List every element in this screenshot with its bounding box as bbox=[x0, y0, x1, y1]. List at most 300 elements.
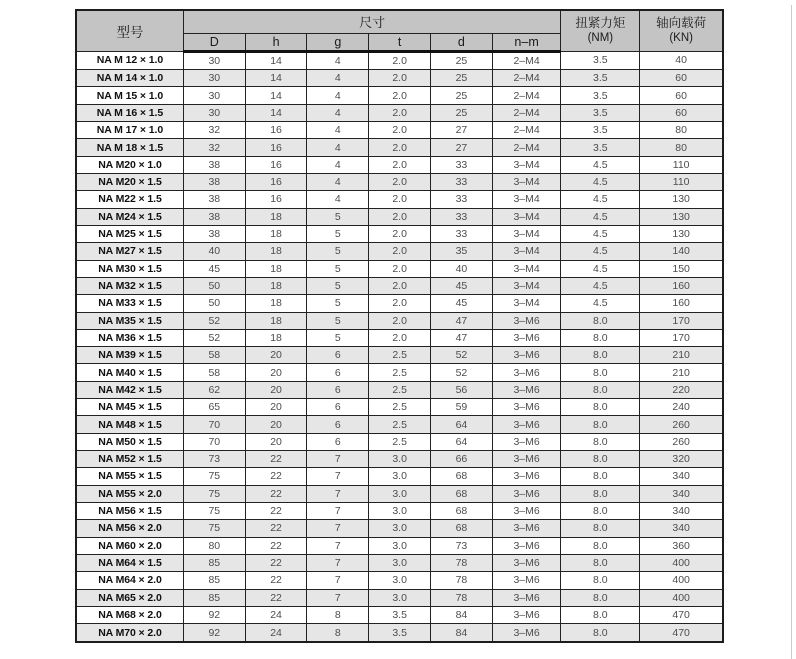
cell-D: 45 bbox=[183, 260, 245, 277]
cell-D: 52 bbox=[183, 329, 245, 346]
cell-h: 20 bbox=[245, 433, 307, 450]
cell-h: 14 bbox=[245, 70, 307, 87]
table-row bbox=[76, 277, 723, 294]
header-col-D: D bbox=[183, 33, 245, 51]
cell-load-kn: 210 bbox=[640, 347, 723, 364]
cell-load-kn: 140 bbox=[640, 243, 723, 260]
cell-g: 7 bbox=[307, 589, 369, 606]
cell-t: 2.0 bbox=[369, 295, 431, 312]
cell-torque-nm: 8.0 bbox=[561, 502, 640, 519]
cell-torque-nm: 3.5 bbox=[561, 139, 640, 156]
cell-load-kn: 40 bbox=[640, 51, 723, 70]
cell-model: NA M55 × 1.5 bbox=[76, 468, 183, 485]
cell-D: 30 bbox=[183, 70, 245, 87]
cell-model: NA M50 × 1.5 bbox=[76, 433, 183, 450]
cell-g: 4 bbox=[307, 122, 369, 139]
cell-n-m: 3–M6 bbox=[492, 381, 561, 398]
cell-h: 22 bbox=[245, 468, 307, 485]
cell-t: 2.0 bbox=[369, 208, 431, 225]
cell-t: 2.0 bbox=[369, 51, 431, 70]
cell-torque-nm: 8.0 bbox=[561, 312, 640, 329]
cell-t: 2.5 bbox=[369, 364, 431, 381]
cell-n-m: 2–M4 bbox=[492, 87, 561, 104]
table-row bbox=[76, 295, 723, 312]
cell-g: 6 bbox=[307, 347, 369, 364]
cell-d: 33 bbox=[431, 225, 493, 242]
cell-model: NA M56 × 1.5 bbox=[76, 502, 183, 519]
cell-model: NA M65 × 2.0 bbox=[76, 589, 183, 606]
cell-D: 65 bbox=[183, 399, 245, 416]
cell-n-m: 3–M4 bbox=[492, 277, 561, 294]
cell-torque-nm: 8.0 bbox=[561, 433, 640, 450]
cell-g: 5 bbox=[307, 277, 369, 294]
cell-h: 20 bbox=[245, 399, 307, 416]
cell-torque-nm: 3.5 bbox=[561, 122, 640, 139]
cell-model: NA M 17 × 1.0 bbox=[76, 122, 183, 139]
cell-load-kn: 340 bbox=[640, 468, 723, 485]
cell-d: 59 bbox=[431, 399, 493, 416]
table-row bbox=[76, 485, 723, 502]
cell-n-m: 3–M6 bbox=[492, 589, 561, 606]
cell-d: 40 bbox=[431, 260, 493, 277]
cell-model: NA M27 × 1.5 bbox=[76, 243, 183, 260]
cell-d: 27 bbox=[431, 122, 493, 139]
table-header bbox=[76, 10, 723, 51]
cell-t: 2.5 bbox=[369, 416, 431, 433]
table-row bbox=[76, 451, 723, 468]
cell-D: 62 bbox=[183, 381, 245, 398]
cell-h: 16 bbox=[245, 191, 307, 208]
cell-t: 3.0 bbox=[369, 468, 431, 485]
cell-h: 24 bbox=[245, 624, 307, 642]
cell-t: 3.0 bbox=[369, 502, 431, 519]
cell-load-kn: 400 bbox=[640, 589, 723, 606]
cell-torque-nm: 8.0 bbox=[561, 520, 640, 537]
cell-d: 45 bbox=[431, 295, 493, 312]
cell-D: 38 bbox=[183, 174, 245, 191]
cell-D: 75 bbox=[183, 502, 245, 519]
cell-t: 2.5 bbox=[369, 347, 431, 364]
cell-torque-nm: 4.5 bbox=[561, 225, 640, 242]
table-row bbox=[76, 70, 723, 87]
cell-h: 22 bbox=[245, 589, 307, 606]
cell-h: 22 bbox=[245, 451, 307, 468]
cell-d: 33 bbox=[431, 156, 493, 173]
cell-model: NA M 18 × 1.5 bbox=[76, 139, 183, 156]
cell-model: NA M48 × 1.5 bbox=[76, 416, 183, 433]
cell-g: 5 bbox=[307, 312, 369, 329]
cell-model: NA M70 × 2.0 bbox=[76, 624, 183, 642]
cell-t: 2.0 bbox=[369, 312, 431, 329]
cell-t: 3.5 bbox=[369, 606, 431, 623]
cell-t: 2.0 bbox=[369, 87, 431, 104]
table-row bbox=[76, 433, 723, 450]
cell-torque-nm: 8.0 bbox=[561, 468, 640, 485]
cell-model: NA M22 × 1.5 bbox=[76, 191, 183, 208]
cell-h: 22 bbox=[245, 572, 307, 589]
cell-torque-nm: 4.5 bbox=[561, 191, 640, 208]
cell-d: 52 bbox=[431, 364, 493, 381]
cell-h: 18 bbox=[245, 329, 307, 346]
cell-g: 4 bbox=[307, 191, 369, 208]
cell-D: 80 bbox=[183, 537, 245, 554]
cell-torque-nm: 4.5 bbox=[561, 260, 640, 277]
table-row bbox=[76, 51, 723, 70]
cell-D: 75 bbox=[183, 485, 245, 502]
cell-torque-nm: 8.0 bbox=[561, 572, 640, 589]
cell-torque-nm: 3.5 bbox=[561, 70, 640, 87]
cell-D: 40 bbox=[183, 243, 245, 260]
cell-model: NA M64 × 2.0 bbox=[76, 572, 183, 589]
cell-h: 18 bbox=[245, 208, 307, 225]
cell-h: 20 bbox=[245, 364, 307, 381]
cell-torque-nm: 8.0 bbox=[561, 537, 640, 554]
cell-load-kn: 220 bbox=[640, 381, 723, 398]
cell-t: 2.0 bbox=[369, 225, 431, 242]
cell-load-kn: 60 bbox=[640, 104, 723, 121]
cell-t: 2.5 bbox=[369, 399, 431, 416]
cell-load-kn: 130 bbox=[640, 225, 723, 242]
cell-h: 14 bbox=[245, 51, 307, 70]
header-col-d: d bbox=[431, 33, 493, 51]
cell-D: 38 bbox=[183, 156, 245, 173]
table-row bbox=[76, 589, 723, 606]
cell-d: 78 bbox=[431, 554, 493, 571]
cell-h: 14 bbox=[245, 104, 307, 121]
cell-model: NA M55 × 2.0 bbox=[76, 485, 183, 502]
table-row bbox=[76, 87, 723, 104]
cell-torque-nm: 4.5 bbox=[561, 295, 640, 312]
cell-g: 7 bbox=[307, 554, 369, 571]
header-col-t: t bbox=[369, 33, 431, 51]
table-row bbox=[76, 104, 723, 121]
cell-h: 16 bbox=[245, 122, 307, 139]
cell-D: 85 bbox=[183, 572, 245, 589]
table-row bbox=[76, 554, 723, 571]
table-row bbox=[76, 520, 723, 537]
cell-load-kn: 340 bbox=[640, 502, 723, 519]
cell-n-m: 3–M4 bbox=[492, 156, 561, 173]
cell-t: 2.0 bbox=[369, 156, 431, 173]
cell-g: 6 bbox=[307, 416, 369, 433]
cell-torque-nm: 8.0 bbox=[561, 416, 640, 433]
cell-D: 50 bbox=[183, 295, 245, 312]
table-row bbox=[76, 191, 723, 208]
cell-D: 70 bbox=[183, 433, 245, 450]
header-col-h: h bbox=[245, 33, 307, 51]
cell-D: 70 bbox=[183, 416, 245, 433]
cell-d: 78 bbox=[431, 589, 493, 606]
cell-D: 32 bbox=[183, 122, 245, 139]
cell-load-kn: 260 bbox=[640, 416, 723, 433]
cell-torque-nm: 8.0 bbox=[561, 624, 640, 642]
cell-model: NA M52 × 1.5 bbox=[76, 451, 183, 468]
cell-d: 25 bbox=[431, 51, 493, 70]
cell-d: 47 bbox=[431, 312, 493, 329]
table-row bbox=[76, 364, 723, 381]
cell-load-kn: 210 bbox=[640, 364, 723, 381]
cell-model: NA M33 × 1.5 bbox=[76, 295, 183, 312]
cell-h: 22 bbox=[245, 520, 307, 537]
cell-torque-nm: 8.0 bbox=[561, 329, 640, 346]
cell-h: 24 bbox=[245, 606, 307, 623]
cell-t: 3.0 bbox=[369, 520, 431, 537]
cell-n-m: 3–M6 bbox=[492, 329, 561, 346]
cell-d: 25 bbox=[431, 87, 493, 104]
cell-h: 18 bbox=[245, 277, 307, 294]
cell-n-m: 3–M6 bbox=[492, 624, 561, 642]
cell-h: 18 bbox=[245, 260, 307, 277]
cell-load-kn: 110 bbox=[640, 174, 723, 191]
table-row bbox=[76, 225, 723, 242]
cell-torque-nm: 4.5 bbox=[561, 243, 640, 260]
table-row bbox=[76, 399, 723, 416]
cell-model: NA M25 × 1.5 bbox=[76, 225, 183, 242]
cell-n-m: 3–M6 bbox=[492, 520, 561, 537]
cell-g: 7 bbox=[307, 572, 369, 589]
cell-d: 33 bbox=[431, 174, 493, 191]
table-row bbox=[76, 243, 723, 260]
cell-model: NA M24 × 1.5 bbox=[76, 208, 183, 225]
cell-model: NA M20 × 1.5 bbox=[76, 174, 183, 191]
cell-t: 2.0 bbox=[369, 191, 431, 208]
cell-n-m: 3–M6 bbox=[492, 554, 561, 571]
table-row bbox=[76, 174, 723, 191]
cell-d: 27 bbox=[431, 139, 493, 156]
cell-d: 64 bbox=[431, 416, 493, 433]
cell-model: NA M 16 × 1.5 bbox=[76, 104, 183, 121]
cell-torque-nm: 8.0 bbox=[561, 589, 640, 606]
cell-d: 68 bbox=[431, 520, 493, 537]
cell-model: NA M36 × 1.5 bbox=[76, 329, 183, 346]
cell-h: 22 bbox=[245, 502, 307, 519]
cell-d: 47 bbox=[431, 329, 493, 346]
cell-load-kn: 170 bbox=[640, 312, 723, 329]
cell-g: 7 bbox=[307, 468, 369, 485]
cell-h: 18 bbox=[245, 243, 307, 260]
cell-n-m: 3–M6 bbox=[492, 451, 561, 468]
cell-d: 68 bbox=[431, 485, 493, 502]
cell-D: 38 bbox=[183, 191, 245, 208]
cell-n-m: 2–M4 bbox=[492, 51, 561, 70]
cell-load-kn: 470 bbox=[640, 606, 723, 623]
cell-d: 73 bbox=[431, 537, 493, 554]
cell-model: NA M56 × 2.0 bbox=[76, 520, 183, 537]
cell-t: 3.0 bbox=[369, 589, 431, 606]
cell-d: 33 bbox=[431, 208, 493, 225]
cell-D: 50 bbox=[183, 277, 245, 294]
cell-load-kn: 340 bbox=[640, 520, 723, 537]
cell-d: 64 bbox=[431, 433, 493, 450]
table-row bbox=[76, 156, 723, 173]
cell-model: NA M32 × 1.5 bbox=[76, 277, 183, 294]
cell-load-kn: 240 bbox=[640, 399, 723, 416]
cell-n-m: 2–M4 bbox=[492, 139, 561, 156]
cell-n-m: 3–M6 bbox=[492, 347, 561, 364]
cell-n-m: 2–M4 bbox=[492, 122, 561, 139]
cell-torque-nm: 4.5 bbox=[561, 156, 640, 173]
cell-load-kn: 400 bbox=[640, 554, 723, 571]
cell-d: 52 bbox=[431, 347, 493, 364]
cell-t: 3.0 bbox=[369, 572, 431, 589]
cell-d: 66 bbox=[431, 451, 493, 468]
cell-model: NA M60 × 2.0 bbox=[76, 537, 183, 554]
cell-D: 32 bbox=[183, 139, 245, 156]
table-row bbox=[76, 624, 723, 642]
table-row bbox=[76, 208, 723, 225]
cell-t: 2.0 bbox=[369, 260, 431, 277]
cell-torque-nm: 8.0 bbox=[561, 451, 640, 468]
cell-load-kn: 110 bbox=[640, 156, 723, 173]
cell-g: 6 bbox=[307, 364, 369, 381]
spec-table bbox=[75, 9, 724, 643]
cell-n-m: 3–M4 bbox=[492, 295, 561, 312]
cell-torque-nm: 8.0 bbox=[561, 485, 640, 502]
cell-g: 7 bbox=[307, 485, 369, 502]
cell-load-kn: 60 bbox=[640, 70, 723, 87]
cell-d: 33 bbox=[431, 191, 493, 208]
cell-torque-nm: 3.5 bbox=[561, 87, 640, 104]
table-row bbox=[76, 606, 723, 623]
header-axial-load bbox=[640, 10, 723, 51]
cell-t: 3.5 bbox=[369, 624, 431, 642]
cell-g: 5 bbox=[307, 225, 369, 242]
cell-n-m: 3–M4 bbox=[492, 225, 561, 242]
cell-d: 35 bbox=[431, 243, 493, 260]
cell-g: 7 bbox=[307, 520, 369, 537]
cell-h: 16 bbox=[245, 156, 307, 173]
table-body bbox=[76, 51, 723, 642]
cell-load-kn: 340 bbox=[640, 485, 723, 502]
cell-n-m: 3–M6 bbox=[492, 399, 561, 416]
cell-h: 18 bbox=[245, 312, 307, 329]
cell-t: 2.0 bbox=[369, 277, 431, 294]
cell-model: NA M 15 × 1.0 bbox=[76, 87, 183, 104]
cell-torque-nm: 8.0 bbox=[561, 364, 640, 381]
cell-load-kn: 260 bbox=[640, 433, 723, 450]
header-col-n-m: n–m bbox=[492, 33, 561, 51]
cell-D: 30 bbox=[183, 87, 245, 104]
cell-n-m: 3–M6 bbox=[492, 468, 561, 485]
cell-d: 68 bbox=[431, 502, 493, 519]
cell-model: NA M68 × 2.0 bbox=[76, 606, 183, 623]
cell-model: NA M20 × 1.0 bbox=[76, 156, 183, 173]
cell-d: 68 bbox=[431, 468, 493, 485]
cell-g: 4 bbox=[307, 104, 369, 121]
cell-torque-nm: 8.0 bbox=[561, 606, 640, 623]
cell-g: 5 bbox=[307, 329, 369, 346]
cell-h: 16 bbox=[245, 139, 307, 156]
cell-load-kn: 470 bbox=[640, 624, 723, 642]
cell-g: 5 bbox=[307, 260, 369, 277]
header-torque-label: 扭紧力矩 bbox=[575, 16, 626, 31]
cell-D: 38 bbox=[183, 208, 245, 225]
cell-g: 7 bbox=[307, 537, 369, 554]
cell-torque-nm: 3.5 bbox=[561, 51, 640, 70]
cell-d: 45 bbox=[431, 277, 493, 294]
cell-model: NA M39 × 1.5 bbox=[76, 347, 183, 364]
cell-model: NA M 14 × 1.0 bbox=[76, 70, 183, 87]
table-row bbox=[76, 329, 723, 346]
cell-h: 22 bbox=[245, 554, 307, 571]
cell-load-kn: 80 bbox=[640, 122, 723, 139]
table-row bbox=[76, 502, 723, 519]
cell-t: 2.5 bbox=[369, 381, 431, 398]
cell-n-m: 3–M6 bbox=[492, 416, 561, 433]
cell-h: 14 bbox=[245, 87, 307, 104]
cell-g: 4 bbox=[307, 51, 369, 70]
cell-model: NA M35 × 1.5 bbox=[76, 312, 183, 329]
cell-load-kn: 80 bbox=[640, 139, 723, 156]
cell-n-m: 3–M6 bbox=[492, 433, 561, 450]
cell-g: 4 bbox=[307, 139, 369, 156]
cell-t: 3.0 bbox=[369, 451, 431, 468]
header-torque bbox=[561, 10, 640, 51]
cell-torque-nm: 8.0 bbox=[561, 347, 640, 364]
spec-table-container bbox=[75, 9, 724, 643]
cell-load-kn: 130 bbox=[640, 208, 723, 225]
cell-model: NA M 12 × 1.0 bbox=[76, 51, 183, 70]
table-row bbox=[76, 416, 723, 433]
header-axial-load-unit: (KN) bbox=[669, 32, 693, 45]
cell-d: 25 bbox=[431, 104, 493, 121]
cell-t: 2.0 bbox=[369, 329, 431, 346]
cell-D: 52 bbox=[183, 312, 245, 329]
cell-torque-nm: 3.5 bbox=[561, 104, 640, 121]
cell-load-kn: 360 bbox=[640, 537, 723, 554]
cell-g: 6 bbox=[307, 433, 369, 450]
cell-t: 3.0 bbox=[369, 537, 431, 554]
cell-d: 84 bbox=[431, 606, 493, 623]
cell-g: 6 bbox=[307, 399, 369, 416]
header-col-g: g bbox=[307, 33, 369, 51]
cell-g: 4 bbox=[307, 70, 369, 87]
cell-t: 2.0 bbox=[369, 122, 431, 139]
cell-n-m: 3–M6 bbox=[492, 537, 561, 554]
cell-n-m: 3–M6 bbox=[492, 312, 561, 329]
table-row bbox=[76, 537, 723, 554]
cell-D: 73 bbox=[183, 451, 245, 468]
cell-h: 22 bbox=[245, 485, 307, 502]
cell-n-m: 3–M6 bbox=[492, 364, 561, 381]
header-model: 型号 bbox=[76, 10, 183, 51]
cell-n-m: 2–M4 bbox=[492, 70, 561, 87]
cell-model: NA M45 × 1.5 bbox=[76, 399, 183, 416]
header-dimensions: 尺寸 bbox=[183, 10, 560, 33]
cell-h: 20 bbox=[245, 416, 307, 433]
cell-n-m: 3–M4 bbox=[492, 208, 561, 225]
header-axial-load-label: 轴向载荷 bbox=[656, 16, 707, 31]
cell-torque-nm: 4.5 bbox=[561, 208, 640, 225]
cell-n-m: 2–M4 bbox=[492, 104, 561, 121]
cell-g: 5 bbox=[307, 243, 369, 260]
cell-h: 22 bbox=[245, 537, 307, 554]
cell-load-kn: 160 bbox=[640, 277, 723, 294]
cell-d: 56 bbox=[431, 381, 493, 398]
cell-load-kn: 60 bbox=[640, 87, 723, 104]
cell-D: 85 bbox=[183, 589, 245, 606]
cell-n-m: 3–M6 bbox=[492, 572, 561, 589]
cell-g: 5 bbox=[307, 295, 369, 312]
cell-D: 30 bbox=[183, 104, 245, 121]
header-torque-unit: (NM) bbox=[587, 32, 614, 45]
cell-g: 7 bbox=[307, 451, 369, 468]
cell-g: 4 bbox=[307, 156, 369, 173]
cell-g: 8 bbox=[307, 624, 369, 642]
page-edge-line bbox=[791, 5, 792, 659]
cell-t: 3.0 bbox=[369, 485, 431, 502]
cell-D: 92 bbox=[183, 606, 245, 623]
